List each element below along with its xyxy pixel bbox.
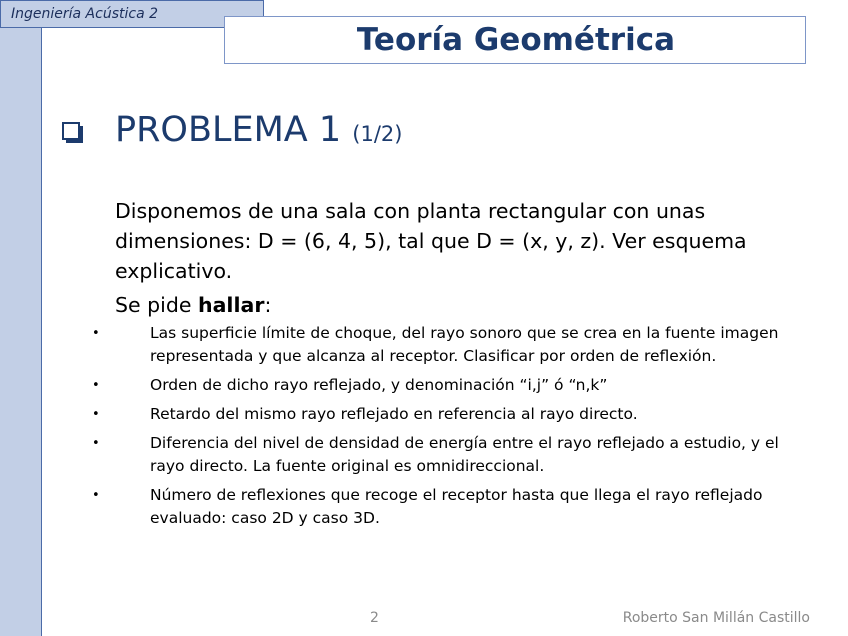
bullet-dot: • (92, 326, 100, 341)
bullet-dot: • (92, 436, 100, 451)
bullet-dot: • (92, 407, 100, 422)
task-item (90, 322, 810, 368)
author-name: Roberto San Millán Castillo (622, 610, 810, 626)
task-text: Las superficie límite de choque, del rayo sonoro que se crea en la fuente imagen representada y que alcanza al receptor. Clasificar por orden de reflexión. (150, 324, 779, 365)
left-sidebar-bar (0, 0, 42, 636)
checkbox-icon (62, 122, 84, 144)
task-item (90, 432, 810, 478)
task-item (90, 484, 810, 530)
task-text: Diferencia del nivel de densidad de energía entre el rayo reflejado a estudio, y el rayo directo. La fuente original es omnidireccional. (150, 434, 779, 475)
problem-heading (115, 110, 402, 150)
problem-part: (1/2) (352, 122, 403, 146)
task-text: Retardo del mismo rayo reflejado en referencia al rayo directo. (150, 405, 638, 423)
bullet-dot: • (92, 488, 100, 503)
task-item (90, 374, 810, 397)
task-text: Número de reflexiones que recoge el receptor hasta que llega el rayo reflejado evaluado: caso 2D y caso 3D. (150, 486, 763, 527)
task-item (90, 403, 810, 426)
title-box (224, 16, 806, 64)
bullet-dot: • (92, 378, 100, 393)
page-number: 2 (370, 610, 379, 626)
course-name: Ingeniería Acústica 2 (11, 6, 159, 22)
ask-prefix: Se pide (115, 293, 198, 317)
problem-intro: Disponemos de una sala con planta rectangular con unas dimensiones: D = (6, 4, 5), tal que D = (x, y, z). Ver esquema explicativo. (115, 199, 747, 283)
problem-title: PROBLEMA 1 (115, 110, 342, 150)
task-list (90, 322, 810, 536)
ask-bold: hallar (198, 293, 265, 317)
ask-suffix: : (264, 293, 272, 317)
slide-title: Teoría Geométrica (356, 22, 675, 58)
task-text: Orden de dicho rayo reflejado, y denominación “i,j” ó “n,k” (150, 376, 608, 394)
problem-ask (115, 290, 271, 320)
